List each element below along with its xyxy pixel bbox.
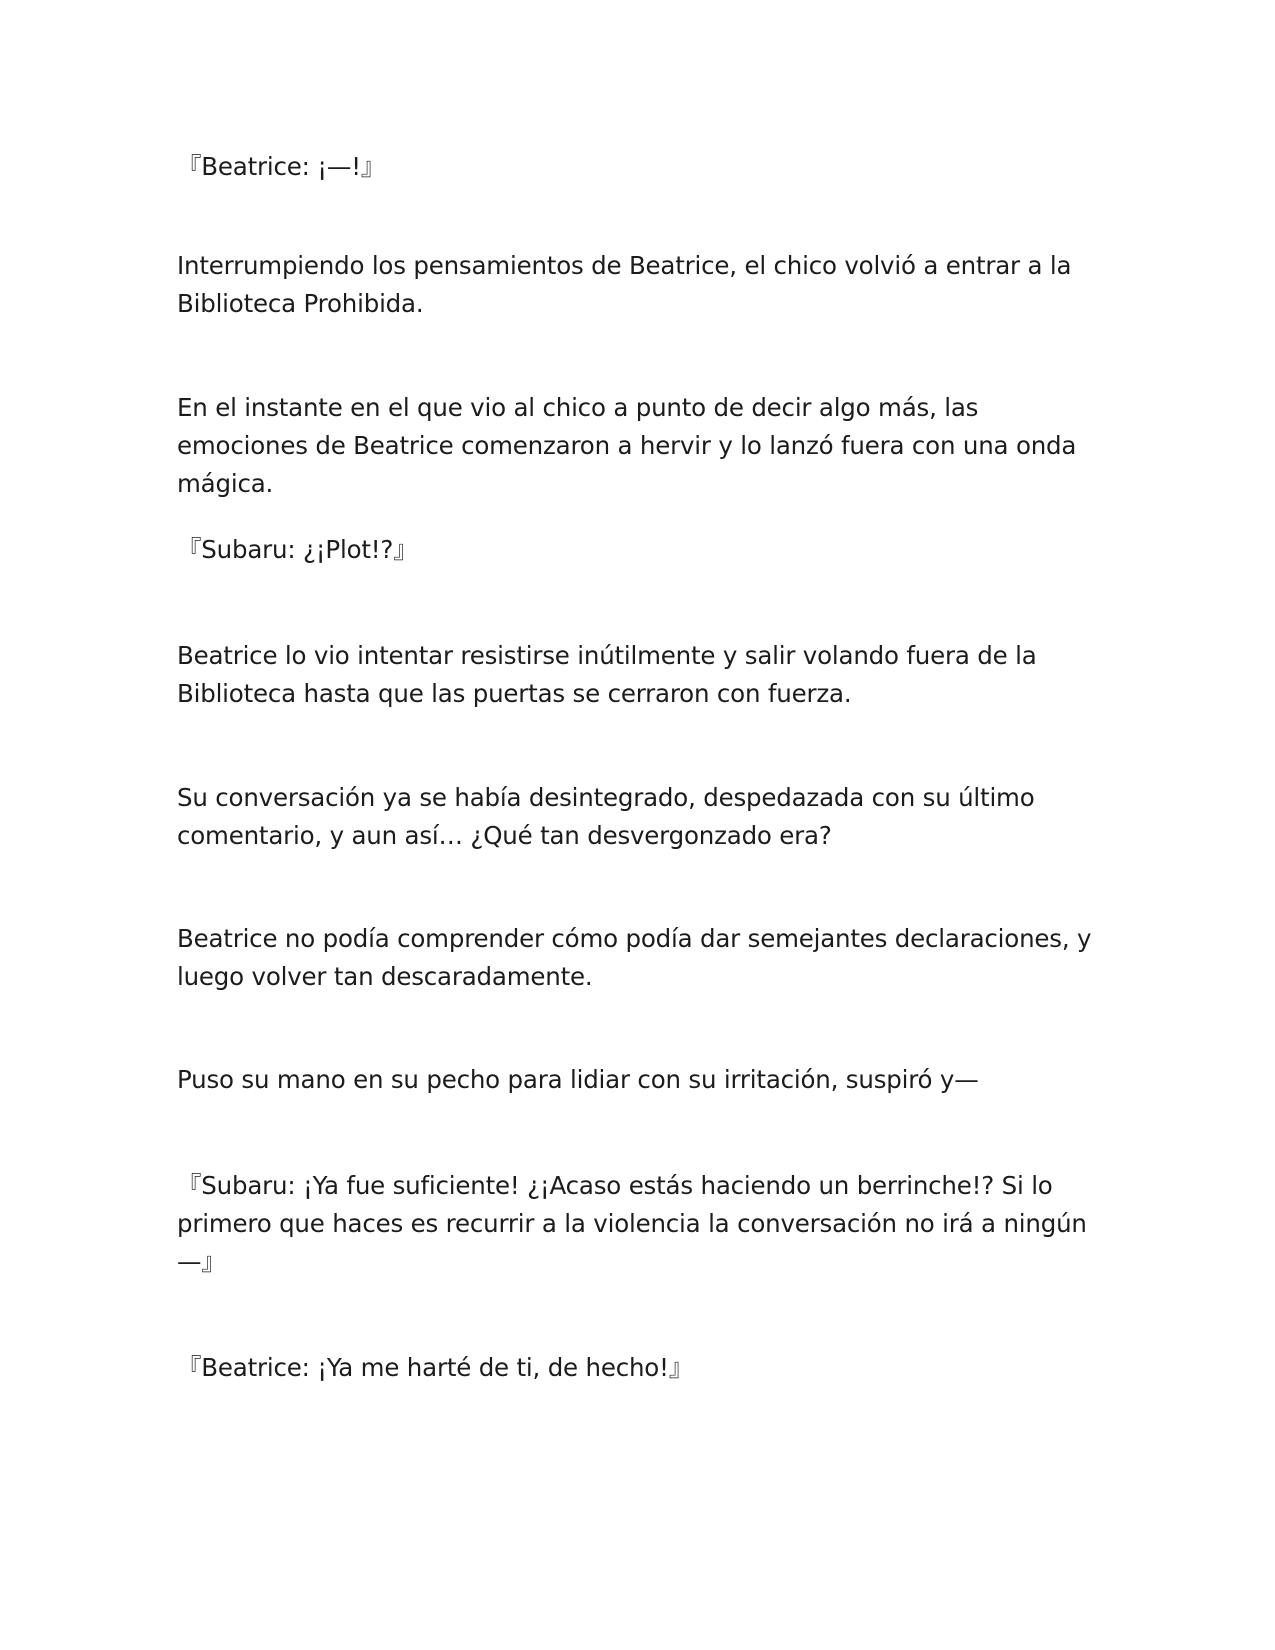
dialogue-line: 『Beatrice: ¡—!』 bbox=[177, 152, 386, 181]
dialogue-line: 『Beatrice: ¡Ya me harté de ti, de hecho!』 bbox=[177, 1353, 694, 1382]
narrative-paragraph: Puso su mano en su pecho para lidiar con su irritación, suspiró y— bbox=[177, 1065, 979, 1094]
narrative-paragraph: Beatrice lo vio intentar resistirse inútilmente y salir volando fuera de la Biblioteca hasta que las puertas se cerraron con fuerza. bbox=[177, 641, 1037, 708]
narrative-paragraph: Interrumpiendo los pensamientos de Beatrice, el chico volvió a entrar a la Biblioteca Prohibida. bbox=[177, 251, 1072, 318]
dialogue-line: 『Subaru: ¿¡Plot!?』 bbox=[177, 535, 418, 564]
dialogue-line: 『Subaru: ¡Ya fue suficiente! ¿¡Acaso estás haciendo un berrinche!? Si lo primero que haces es recurrir a la violencia la conversación no irá a ningún—』 bbox=[177, 1171, 1087, 1276]
narrative-paragraph: Beatrice no podía comprender cómo podía dar semejantes declaraciones, y luego volver tan descaradamente. bbox=[177, 924, 1092, 991]
narrative-paragraph: Su conversación ya se había desintegrado, despedazada con su último comentario, y aun así… ¿Qué tan desvergonzado era? bbox=[177, 783, 1035, 850]
narrative-paragraph: En el instante en el que vio al chico a punto de decir algo más, las emociones de Beatrice comenzaron a hervir y lo lanzó fuera con una onda mágica. bbox=[177, 393, 1077, 498]
